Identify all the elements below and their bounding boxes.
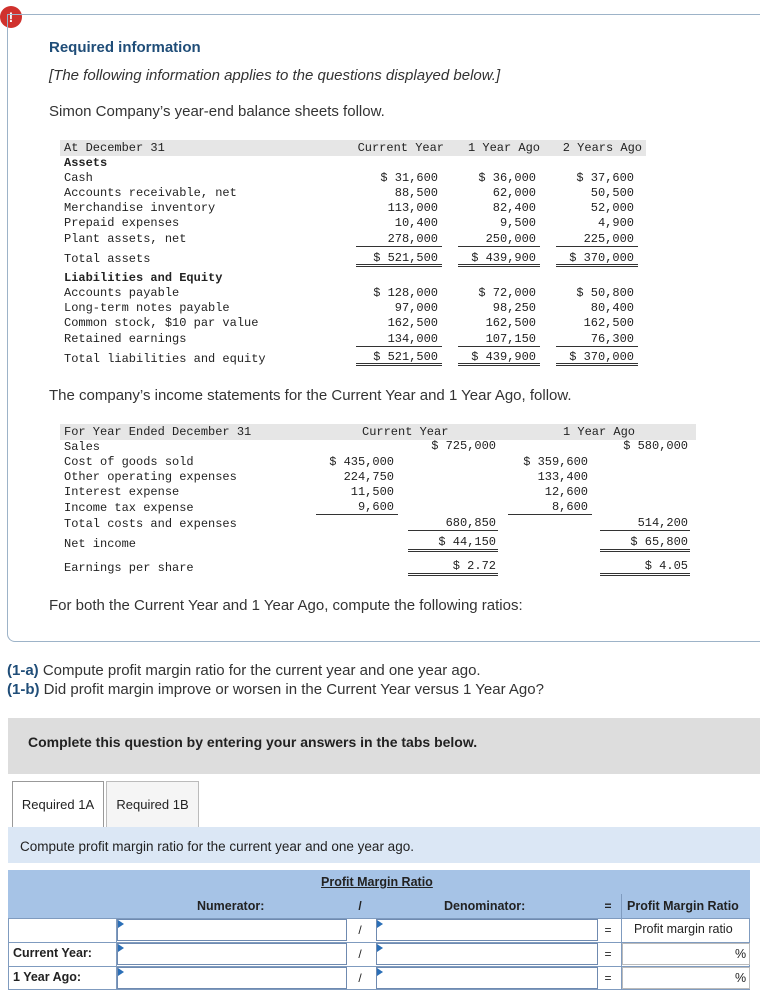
cost-cy: 9,600 xyxy=(357,500,394,514)
cost-py: $ 359,600 xyxy=(523,455,588,469)
subtotal-rule xyxy=(316,514,398,515)
liability-value: $ 50,800 xyxy=(576,286,634,300)
numerator-input[interactable] xyxy=(117,919,347,941)
net-income-py: $ 65,800 xyxy=(630,535,688,549)
assets-heading: Assets xyxy=(64,156,108,170)
total-rule xyxy=(556,363,638,366)
asset-label: Prepaid expenses xyxy=(64,216,180,230)
denominator-input[interactable] xyxy=(376,967,598,989)
result-input[interactable] xyxy=(622,967,750,989)
cost-label: Interest expense xyxy=(64,485,180,499)
asset-value: $ 37,600 xyxy=(576,171,634,185)
liability-label: Common stock, $10 par value xyxy=(64,316,259,330)
asset-label: Cash xyxy=(64,171,93,185)
instruction-text: Compute profit margin ratio for the current year and one year ago. xyxy=(20,839,414,854)
denominator-header: Denominator: xyxy=(444,899,526,913)
bs-col-label: At December 31 xyxy=(64,141,165,155)
question-1a-tag: (1-a) xyxy=(7,662,39,679)
total-rule xyxy=(408,573,498,576)
bs-col-current: Current Year xyxy=(357,141,444,155)
sales-py: $ 580,000 xyxy=(623,439,688,453)
sales-cy: $ 725,000 xyxy=(431,439,496,453)
result-sublabel: Profit margin ratio xyxy=(634,922,733,936)
bs-col-2ago: 2 Years Ago xyxy=(562,141,642,155)
liability-value: 98,250 xyxy=(492,301,536,315)
subtotal-rule xyxy=(458,246,540,247)
asset-value: $ 36,000 xyxy=(478,171,536,185)
question-1b-text: Did profit margin improve or worsen in the Current Year versus 1 Year Ago? xyxy=(43,681,544,698)
subtotal-rule xyxy=(356,246,442,247)
percent-unit: % xyxy=(735,971,747,985)
liability-value: 162,500 xyxy=(387,316,438,330)
question-1a xyxy=(7,662,481,679)
total-rule xyxy=(600,573,690,576)
percent-unit: % xyxy=(735,947,747,961)
result-input[interactable] xyxy=(622,943,750,965)
asset-value: 225,000 xyxy=(583,232,634,246)
total-assets-label: Total assets xyxy=(64,252,151,266)
liability-label: Accounts payable xyxy=(64,286,180,300)
cost-label: Cost of goods sold xyxy=(64,455,194,469)
total-rule xyxy=(556,264,638,267)
question-1a-text: Compute profit margin ratio for the current year and one year ago. xyxy=(42,662,481,679)
asset-value: 278,000 xyxy=(387,232,438,246)
total-costs-cy: 680,850 xyxy=(445,516,496,530)
equals-symbol: = xyxy=(604,923,612,937)
total-rule xyxy=(408,549,498,552)
sales-label: Sales xyxy=(64,440,101,454)
total-rule xyxy=(600,549,690,552)
total-assets-value: $ 439,900 xyxy=(471,251,536,265)
subtotal-rule xyxy=(356,346,442,347)
liability-value: 162,500 xyxy=(485,316,536,330)
equals-symbol: = xyxy=(604,947,612,961)
asset-value: 52,000 xyxy=(590,201,634,215)
eps-py: $ 4.05 xyxy=(644,559,688,573)
asset-value: 88,500 xyxy=(394,186,438,200)
cost-py: 12,600 xyxy=(544,485,588,499)
asset-value: 113,000 xyxy=(387,201,438,215)
grid-col-divider xyxy=(116,918,117,990)
is-col-current: Current Year xyxy=(362,425,449,439)
total-liab-value: $ 521,500 xyxy=(373,350,438,364)
required-info-subtitle: [The following information applies to the questions displayed below.] xyxy=(49,67,501,84)
complete-banner-text: Complete this question by entering your answers in the tabs below. xyxy=(28,734,478,750)
income-intro: The company’s income statements for the Current Year and 1 Year Ago, follow. xyxy=(49,387,572,404)
total-rule xyxy=(458,363,540,366)
complete-banner xyxy=(8,718,760,774)
liability-value: 80,400 xyxy=(590,301,634,315)
subtotal-rule xyxy=(556,246,638,247)
subtotal-rule xyxy=(458,346,540,347)
asset-value: 50,500 xyxy=(590,186,634,200)
liability-value: 97,000 xyxy=(394,301,438,315)
tab-required-1a[interactable]: Required 1A xyxy=(12,781,104,827)
net-income-label: Net income xyxy=(64,537,137,551)
asset-label: Accounts receivable, net xyxy=(64,186,237,200)
equals-symbol: = xyxy=(604,971,612,985)
numerator-header: Numerator: xyxy=(197,899,265,913)
cost-cy: 11,500 xyxy=(350,485,394,499)
net-income-cy: $ 44,150 xyxy=(438,535,496,549)
denominator-input[interactable] xyxy=(376,919,598,941)
divide-symbol: / xyxy=(358,923,362,937)
asset-value: 62,000 xyxy=(492,186,536,200)
asset-value: $ 31,600 xyxy=(380,171,438,185)
cost-label: Other operating expenses xyxy=(64,470,237,484)
denominator-input[interactable] xyxy=(376,943,598,965)
eps-label: Earnings per share xyxy=(64,561,194,575)
cost-cy: $ 435,000 xyxy=(329,455,394,469)
current-year-label: Current Year: xyxy=(13,946,92,960)
liability-value: $ 72,000 xyxy=(478,286,536,300)
instruction-bar xyxy=(8,827,760,863)
total-costs-py: 514,200 xyxy=(637,516,688,530)
asset-label: Plant assets, net xyxy=(64,232,187,246)
cost-py: 133,400 xyxy=(537,470,588,484)
required-info-title: Required information xyxy=(49,39,201,56)
tab-required-1b[interactable]: Required 1B xyxy=(106,781,199,827)
is-col-1ago: 1 Year Ago xyxy=(563,425,636,439)
total-assets-value: $ 370,000 xyxy=(569,251,634,265)
balance-sheet-intro: Simon Company’s year-end balance sheets follow. xyxy=(49,103,385,120)
liability-value: 107,150 xyxy=(485,332,536,346)
result-header: Profit Margin Ratio xyxy=(627,899,739,913)
question-1b xyxy=(7,681,544,698)
total-liab-value: $ 370,000 xyxy=(569,350,634,364)
asset-value: 250,000 xyxy=(485,232,536,246)
eps-cy: $ 2.72 xyxy=(452,559,496,573)
equals-symbol: = xyxy=(604,899,612,913)
total-costs-label: Total costs and expenses xyxy=(64,517,237,531)
subtotal-rule xyxy=(600,530,690,531)
grid-title: Profit Margin Ratio xyxy=(321,875,433,889)
divide-symbol: / xyxy=(358,947,362,961)
liability-value: 162,500 xyxy=(583,316,634,330)
numerator-input[interactable] xyxy=(117,943,347,965)
grid-col-divider xyxy=(621,894,622,990)
total-rule xyxy=(356,264,442,267)
divide-symbol: / xyxy=(358,971,362,985)
subtotal-rule xyxy=(408,530,498,531)
asset-value: 10,400 xyxy=(394,216,438,230)
bs-col-1ago: 1 Year Ago xyxy=(467,141,540,155)
is-col-label: For Year Ended December 31 xyxy=(64,425,252,439)
alert-icon: ! xyxy=(0,6,22,28)
subtotal-rule xyxy=(556,346,638,347)
total-assets-value: $ 521,500 xyxy=(373,251,438,265)
cost-py: 8,600 xyxy=(551,500,588,514)
total-rule xyxy=(356,363,442,366)
asset-value: 82,400 xyxy=(492,201,536,215)
question-1b-tag: (1-b) xyxy=(7,681,40,698)
subtotal-rule xyxy=(508,514,592,515)
liability-value: 76,300 xyxy=(590,332,634,346)
liability-label: Long-term notes payable xyxy=(64,301,230,315)
ratios-intro: For both the Current Year and 1 Year Ago, compute the following ratios: xyxy=(49,597,523,614)
asset-value: 9,500 xyxy=(499,216,536,230)
numerator-input[interactable] xyxy=(117,967,347,989)
cost-cy: 224,750 xyxy=(343,470,394,484)
liability-value: 134,000 xyxy=(387,332,438,346)
total-rule xyxy=(458,264,540,267)
liability-value: $ 128,000 xyxy=(373,286,438,300)
asset-label: Merchandise inventory xyxy=(64,201,216,215)
total-liab-value: $ 439,900 xyxy=(471,350,536,364)
one-year-ago-label: 1 Year Ago: xyxy=(13,970,82,984)
divide-symbol: / xyxy=(358,899,362,913)
cost-label: Income tax expense xyxy=(64,501,194,515)
asset-value: 4,900 xyxy=(597,216,634,230)
total-liab-label: Total liabilities and equity xyxy=(64,352,266,366)
liability-label: Retained earnings xyxy=(64,332,187,346)
liabilities-heading: Liabilities and Equity xyxy=(64,271,223,285)
